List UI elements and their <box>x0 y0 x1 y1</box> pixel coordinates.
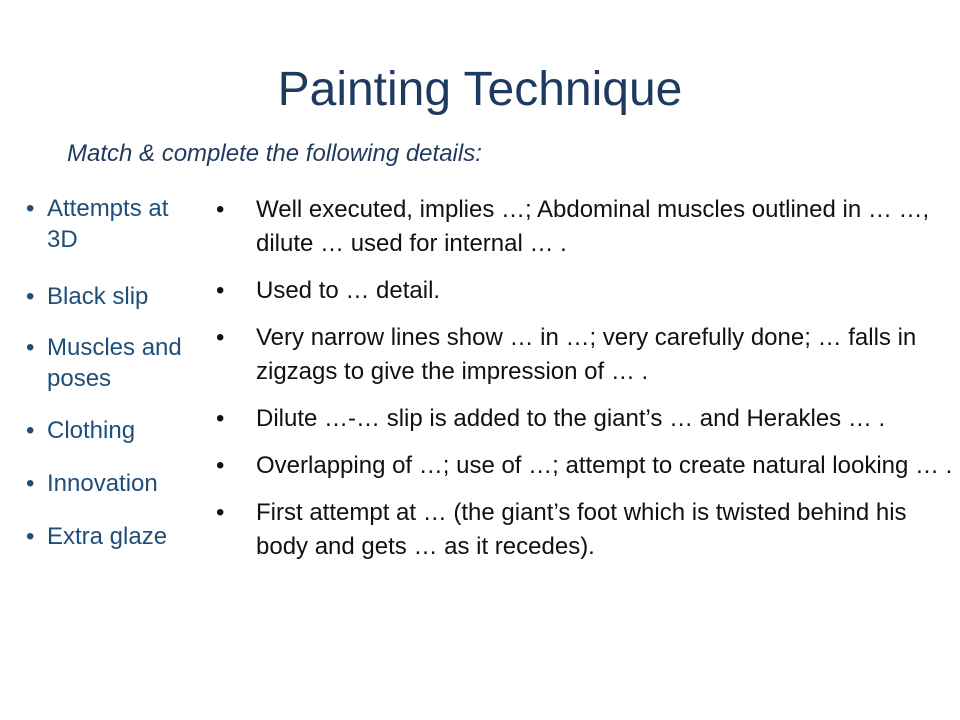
term-item <box>26 332 202 394</box>
bullet-icon: • <box>216 196 225 223</box>
description-list <box>216 193 956 564</box>
term-item <box>26 415 202 446</box>
description-item <box>216 193 956 261</box>
description-item <box>216 449 956 483</box>
term-list <box>26 193 202 552</box>
bullet-icon: • <box>216 499 225 526</box>
bullet-icon: • <box>26 334 35 361</box>
term-text: Extra glaze <box>47 523 168 550</box>
bullet-icon: • <box>26 195 35 222</box>
term-text: Innovation <box>47 470 158 497</box>
description-item <box>216 321 956 389</box>
description-item <box>216 402 956 436</box>
bullet-icon: • <box>26 523 35 550</box>
bullet-icon: • <box>216 452 225 479</box>
bullet-icon: • <box>26 470 35 497</box>
term-item <box>26 193 202 255</box>
description-text: Very narrow lines show … in …; very carefully done; … falls in zigzags to give the impression of … . <box>256 324 917 385</box>
bullet-icon: • <box>216 277 225 304</box>
term-text: Attempts at 3D <box>47 195 169 253</box>
term-text: Clothing <box>47 417 136 444</box>
bullet-icon: • <box>216 324 225 351</box>
term-item <box>26 281 202 312</box>
term-item <box>26 521 202 552</box>
term-text: Muscles and poses <box>47 334 182 392</box>
bullet-icon: • <box>216 405 225 432</box>
slide-title: Painting Technique <box>277 63 683 116</box>
description-text: Dilute …-… slip is added to the giant’s … and Herakles … . <box>256 405 886 432</box>
description-item <box>216 274 956 308</box>
term-text: Black slip <box>47 283 149 310</box>
slide-subtitle: Match & complete the following details: <box>67 140 482 167</box>
bullet-icon: • <box>26 283 35 310</box>
description-text: First attempt at … (the giant’s foot which is twisted behind his body and gets … as it recedes). <box>256 499 907 560</box>
description-item <box>216 496 956 564</box>
term-item <box>26 468 202 499</box>
description-text: Used to … detail. <box>256 277 441 304</box>
description-text: Overlapping of …; use of …; attempt to create natural looking … . <box>256 452 953 479</box>
description-text: Well executed, implies …; Abdominal muscles outlined in … …, dilute … used for internal … . <box>256 196 930 257</box>
bullet-icon: • <box>26 417 35 444</box>
